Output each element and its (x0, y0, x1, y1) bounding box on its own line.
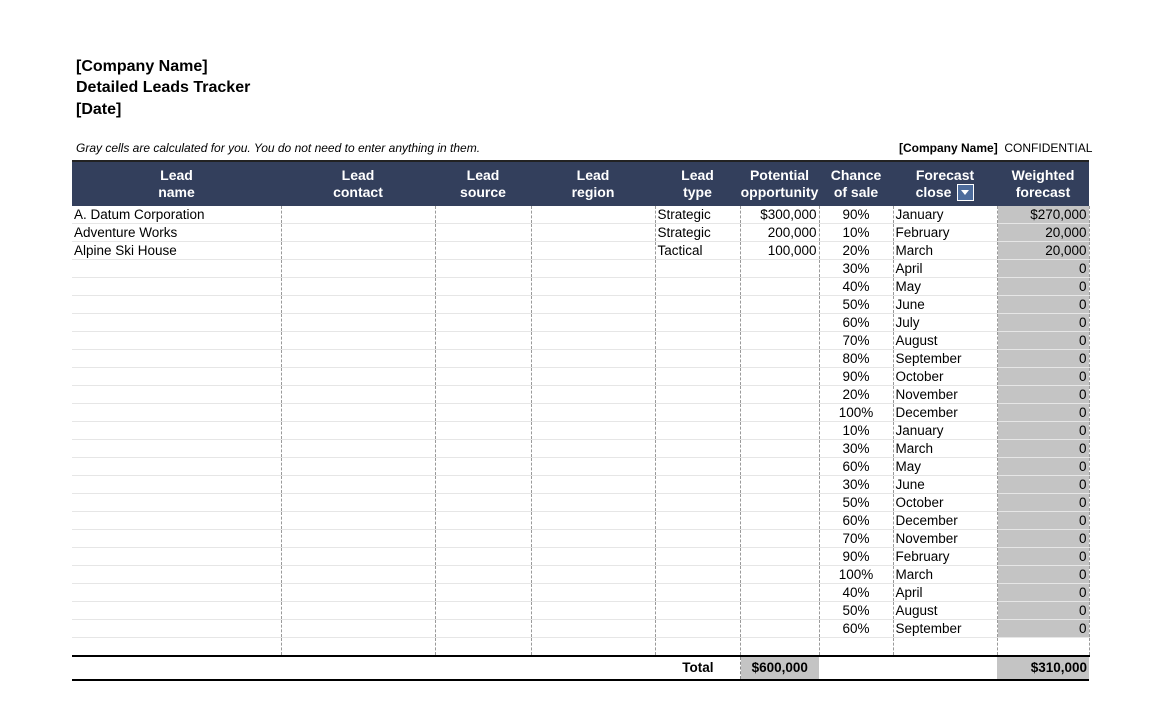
cell-opportunity[interactable] (740, 296, 819, 314)
cell-chance[interactable]: 50% (819, 296, 893, 314)
cell-type[interactable]: Strategic (655, 206, 740, 224)
total-row (72, 656, 1089, 680)
column-header-lead-type (655, 161, 740, 206)
cell-name[interactable] (72, 278, 281, 296)
cell-close[interactable]: May (893, 278, 997, 296)
cell-chance[interactable]: 40% (819, 584, 893, 602)
cell-type[interactable] (655, 404, 740, 422)
column-header-line1: Forecast (915, 166, 975, 183)
table-row (72, 530, 1089, 548)
cell-name[interactable] (72, 602, 281, 620)
spacer-row (72, 638, 1089, 657)
column-header-line2: source (460, 184, 506, 200)
cell-region[interactable] (531, 278, 655, 296)
cell-opportunity[interactable] (740, 476, 819, 494)
table-row (72, 404, 1089, 422)
table-row (72, 242, 1089, 260)
table-row (72, 206, 1089, 224)
cell-source[interactable] (435, 440, 531, 458)
confidential-company: [Company Name] (899, 141, 998, 155)
cell-type[interactable] (655, 458, 740, 476)
cell-region[interactable] (531, 602, 655, 620)
column-header-line1: Chance (830, 167, 882, 183)
cell-contact[interactable] (281, 296, 435, 314)
cell-opportunity[interactable] (740, 404, 819, 422)
table-row (72, 260, 1089, 278)
cell-type[interactable] (655, 350, 740, 368)
cell-source[interactable] (435, 386, 531, 404)
cell-close[interactable]: August (893, 332, 997, 350)
cell-region[interactable] (531, 224, 655, 242)
cell-contact[interactable] (281, 224, 435, 242)
cell-source[interactable] (435, 368, 531, 386)
cell-name[interactable] (72, 530, 281, 548)
cell-close[interactable]: September (893, 620, 997, 638)
cell-source[interactable] (435, 278, 531, 296)
cell-name[interactable] (72, 422, 281, 440)
cell-name[interactable] (72, 296, 281, 314)
cell-weighted: 0 (997, 566, 1089, 584)
cell-name[interactable] (72, 440, 281, 458)
cell-weighted: 0 (997, 458, 1089, 476)
column-header-weighted-forecast (997, 161, 1089, 206)
cell-region[interactable] (531, 386, 655, 404)
column-header-line2: opportunity (740, 184, 819, 200)
cell-name[interactable] (72, 458, 281, 476)
cell-name[interactable] (72, 494, 281, 512)
total-opportunity: $600,000 (740, 656, 819, 680)
column-header-line1: Lead (341, 167, 375, 183)
total-empty-cell (72, 656, 281, 680)
cell-contact[interactable] (281, 242, 435, 260)
table-row (72, 494, 1089, 512)
cell-chance[interactable]: 60% (819, 512, 893, 530)
cell-name[interactable] (72, 566, 281, 584)
cell-source[interactable] (435, 206, 531, 224)
confidential-text: CONFIDENTIAL (1004, 141, 1093, 155)
column-header-lead-source (435, 161, 531, 206)
cell-source[interactable] (435, 260, 531, 278)
cell-name[interactable] (72, 620, 281, 638)
cell-region[interactable] (531, 242, 655, 260)
cell-name[interactable]: Alpine Ski House (72, 242, 281, 260)
table-row (72, 224, 1089, 242)
cell-type[interactable] (655, 260, 740, 278)
cell-chance[interactable]: 60% (819, 458, 893, 476)
report-date: [Date] (76, 101, 122, 118)
cell-name[interactable] (72, 350, 281, 368)
cell-chance[interactable]: 30% (819, 476, 893, 494)
column-header-line1: Lead (466, 167, 500, 183)
cell-source[interactable] (435, 548, 531, 566)
cell-name[interactable] (72, 584, 281, 602)
cell-contact[interactable] (281, 350, 435, 368)
cell-weighted: 0 (997, 548, 1089, 566)
cell-close[interactable]: January (893, 422, 997, 440)
table-row (72, 584, 1089, 602)
table-row (72, 332, 1089, 350)
cell-name[interactable] (72, 476, 281, 494)
cell-close[interactable]: December (893, 404, 997, 422)
cell-source[interactable] (435, 242, 531, 260)
column-header-line2: type (683, 184, 712, 200)
total-empty-cell (531, 656, 655, 680)
cell-close[interactable]: November (893, 530, 997, 548)
cell-contact[interactable] (281, 278, 435, 296)
cell-close[interactable]: September (893, 350, 997, 368)
column-header-forecast-close[interactable] (893, 161, 997, 206)
cell-source[interactable] (435, 512, 531, 530)
cell-opportunity[interactable] (740, 494, 819, 512)
cell-region[interactable] (531, 350, 655, 368)
cell-name[interactable] (72, 512, 281, 530)
cell-region[interactable] (531, 494, 655, 512)
cell-chance[interactable]: 10% (819, 224, 893, 242)
table-row (72, 278, 1089, 296)
cell-type[interactable] (655, 476, 740, 494)
column-header-line2: of sale (833, 184, 879, 200)
cell-type[interactable] (655, 332, 740, 350)
cell-close[interactable]: June (893, 476, 997, 494)
cell-type[interactable] (655, 620, 740, 638)
cell-source[interactable] (435, 494, 531, 512)
cell-close[interactable]: November (893, 386, 997, 404)
cell-chance[interactable]: 70% (819, 332, 893, 350)
column-header-line2: name (158, 184, 195, 200)
cell-contact[interactable] (281, 404, 435, 422)
cell-close[interactable]: February (893, 224, 997, 242)
cell-source[interactable] (435, 332, 531, 350)
cell-weighted: 0 (997, 386, 1089, 404)
cell-source[interactable] (435, 584, 531, 602)
cell-contact[interactable] (281, 206, 435, 224)
cell-close[interactable]: October (893, 494, 997, 512)
cell-weighted: 0 (997, 332, 1089, 350)
cell-region[interactable] (531, 584, 655, 602)
cell-name[interactable] (72, 314, 281, 332)
cell-region[interactable] (531, 206, 655, 224)
cell-close[interactable]: December (893, 512, 997, 530)
cell-name[interactable]: Adventure Works (72, 224, 281, 242)
cell-name[interactable] (72, 260, 281, 278)
cell-region[interactable] (531, 530, 655, 548)
cell-opportunity[interactable]: 100,000 (740, 242, 819, 260)
cell-source[interactable] (435, 296, 531, 314)
cell-source[interactable] (435, 566, 531, 584)
gray-cells-note: Gray cells are calculated for you. You do not need to enter anything in them. (76, 141, 481, 155)
total-empty-cell (819, 656, 893, 680)
table-row (72, 314, 1089, 332)
cell-weighted: 0 (997, 494, 1089, 512)
cell-weighted: 0 (997, 512, 1089, 530)
cell-opportunity[interactable] (740, 368, 819, 386)
cell-region[interactable] (531, 548, 655, 566)
cell-region[interactable] (531, 368, 655, 386)
cell-chance[interactable]: 70% (819, 530, 893, 548)
cell-contact[interactable] (281, 386, 435, 404)
cell-opportunity[interactable] (740, 620, 819, 638)
cell-weighted: 0 (997, 422, 1089, 440)
cell-chance[interactable]: 90% (819, 368, 893, 386)
cell-contact[interactable] (281, 458, 435, 476)
column-header-lead-region (531, 161, 655, 206)
cell-contact[interactable] (281, 422, 435, 440)
column-header-line2: forecast (1015, 184, 1071, 200)
cell-name[interactable] (72, 386, 281, 404)
cell-close[interactable]: October (893, 368, 997, 386)
cell-type[interactable] (655, 548, 740, 566)
cell-chance[interactable]: 50% (819, 602, 893, 620)
cell-contact[interactable] (281, 314, 435, 332)
column-header-line2: close (915, 183, 952, 200)
cell-opportunity[interactable] (740, 458, 819, 476)
cell-name[interactable] (72, 404, 281, 422)
cell-name[interactable] (72, 548, 281, 566)
cell-weighted: 20,000 (997, 242, 1089, 260)
cell-close[interactable]: April (893, 584, 997, 602)
cell-chance[interactable]: 40% (819, 278, 893, 296)
cell-source[interactable] (435, 350, 531, 368)
table-row (72, 386, 1089, 404)
cell-opportunity[interactable] (740, 386, 819, 404)
cell-contact[interactable] (281, 620, 435, 638)
cell-chance[interactable]: 80% (819, 350, 893, 368)
cell-chance[interactable]: 20% (819, 386, 893, 404)
table-row (72, 620, 1089, 638)
cell-opportunity[interactable] (740, 584, 819, 602)
cell-chance[interactable]: 90% (819, 548, 893, 566)
cell-opportunity[interactable] (740, 602, 819, 620)
cell-region[interactable] (531, 260, 655, 278)
cell-region[interactable] (531, 296, 655, 314)
cell-opportunity[interactable] (740, 278, 819, 296)
cell-type[interactable] (655, 584, 740, 602)
cell-region[interactable] (531, 404, 655, 422)
leads-table (72, 160, 1090, 681)
cell-type[interactable] (655, 386, 740, 404)
cell-type[interactable] (655, 314, 740, 332)
cell-opportunity[interactable] (740, 332, 819, 350)
cell-contact[interactable] (281, 440, 435, 458)
cell-chance[interactable]: 30% (819, 260, 893, 278)
table-row (72, 440, 1089, 458)
cell-contact[interactable] (281, 602, 435, 620)
total-empty-cell (893, 656, 997, 680)
cell-chance[interactable]: 10% (819, 422, 893, 440)
cell-type[interactable] (655, 440, 740, 458)
cell-weighted: 20,000 (997, 224, 1089, 242)
cell-close[interactable]: August (893, 602, 997, 620)
cell-contact[interactable] (281, 260, 435, 278)
cell-contact[interactable] (281, 368, 435, 386)
total-empty-cell (281, 656, 435, 680)
column-header-line1: Weighted (1011, 167, 1075, 183)
table-row (72, 422, 1089, 440)
cell-close[interactable]: July (893, 314, 997, 332)
cell-source[interactable] (435, 422, 531, 440)
cell-type[interactable] (655, 368, 740, 386)
cell-weighted: $270,000 (997, 206, 1089, 224)
cell-region[interactable] (531, 512, 655, 530)
cell-opportunity[interactable] (740, 512, 819, 530)
table-row (72, 350, 1089, 368)
table-row (72, 602, 1089, 620)
cell-type[interactable] (655, 422, 740, 440)
column-header-lead-contact (281, 161, 435, 206)
cell-close[interactable]: March (893, 440, 997, 458)
cell-type[interactable] (655, 602, 740, 620)
cell-chance[interactable]: 100% (819, 566, 893, 584)
cell-source[interactable] (435, 620, 531, 638)
cell-chance[interactable]: 50% (819, 494, 893, 512)
column-header-line1: Lead (576, 167, 610, 183)
cell-chance[interactable]: 90% (819, 206, 893, 224)
cell-close[interactable]: February (893, 548, 997, 566)
table-row (72, 368, 1089, 386)
cell-opportunity[interactable]: 200,000 (740, 224, 819, 242)
column-header-line2: region (571, 184, 615, 200)
total-weighted-forecast: $310,000 (997, 656, 1089, 680)
cell-region[interactable] (531, 476, 655, 494)
cell-weighted: 0 (997, 620, 1089, 638)
cell-weighted: 0 (997, 476, 1089, 494)
total-label: Total (655, 656, 740, 680)
cell-source[interactable] (435, 224, 531, 242)
cell-chance[interactable]: 60% (819, 314, 893, 332)
header-row (72, 161, 1089, 206)
cell-contact[interactable] (281, 566, 435, 584)
filter-dropdown-icon[interactable] (957, 184, 974, 201)
cell-type[interactable] (655, 566, 740, 584)
cell-contact[interactable] (281, 476, 435, 494)
cell-name[interactable] (72, 368, 281, 386)
cell-weighted: 0 (997, 278, 1089, 296)
cell-source[interactable] (435, 530, 531, 548)
cell-opportunity[interactable]: $300,000 (740, 206, 819, 224)
cell-weighted: 0 (997, 368, 1089, 386)
cell-close[interactable]: January (893, 206, 997, 224)
cell-region[interactable] (531, 458, 655, 476)
cell-weighted: 0 (997, 602, 1089, 620)
cell-type[interactable] (655, 278, 740, 296)
table-row (72, 458, 1089, 476)
column-header-line2: contact (333, 184, 383, 200)
column-header-line1: Lead (681, 167, 714, 183)
cell-close[interactable]: March (893, 242, 997, 260)
cell-source[interactable] (435, 404, 531, 422)
cell-region[interactable] (531, 620, 655, 638)
column-header-chance-of-sale (819, 161, 893, 206)
cell-close[interactable]: May (893, 458, 997, 476)
cell-contact[interactable] (281, 584, 435, 602)
cell-weighted: 0 (997, 260, 1089, 278)
cell-type[interactable]: Strategic (655, 224, 740, 242)
cell-region[interactable] (531, 566, 655, 584)
cell-source[interactable] (435, 314, 531, 332)
cell-type[interactable] (655, 530, 740, 548)
cell-opportunity[interactable] (740, 530, 819, 548)
cell-chance[interactable]: 30% (819, 440, 893, 458)
cell-name[interactable] (72, 332, 281, 350)
table-row (72, 476, 1089, 494)
cell-contact[interactable] (281, 530, 435, 548)
cell-weighted: 0 (997, 440, 1089, 458)
cell-chance[interactable]: 60% (819, 620, 893, 638)
cell-opportunity[interactable] (740, 350, 819, 368)
column-header-lead-name (72, 161, 281, 206)
cell-opportunity[interactable] (740, 314, 819, 332)
cell-region[interactable] (531, 440, 655, 458)
table-row (72, 566, 1089, 584)
cell-source[interactable] (435, 476, 531, 494)
cell-close[interactable]: April (893, 260, 997, 278)
cell-opportunity[interactable] (740, 548, 819, 566)
cell-weighted: 0 (997, 350, 1089, 368)
total-empty-cell (435, 656, 531, 680)
cell-weighted: 0 (997, 314, 1089, 332)
table-row (72, 548, 1089, 566)
cell-type[interactable]: Tactical (655, 242, 740, 260)
column-header-line1: Lead (160, 167, 193, 183)
cell-weighted: 0 (997, 404, 1089, 422)
cell-type[interactable] (655, 512, 740, 530)
cell-chance[interactable]: 20% (819, 242, 893, 260)
table-body (72, 206, 1089, 680)
cell-weighted: 0 (997, 584, 1089, 602)
cell-weighted: 0 (997, 296, 1089, 314)
cell-type[interactable] (655, 296, 740, 314)
cell-contact[interactable] (281, 332, 435, 350)
cell-region[interactable] (531, 314, 655, 332)
table-row (72, 296, 1089, 314)
cell-opportunity[interactable] (740, 566, 819, 584)
cell-opportunity[interactable] (740, 260, 819, 278)
confidential-label (899, 141, 1092, 155)
cell-contact[interactable] (281, 494, 435, 512)
cell-source[interactable] (435, 458, 531, 476)
cell-region[interactable] (531, 332, 655, 350)
company-name: [Company Name] (76, 58, 208, 75)
cell-type[interactable] (655, 494, 740, 512)
page-title: Detailed Leads Tracker (76, 79, 251, 96)
cell-opportunity[interactable] (740, 440, 819, 458)
cell-contact[interactable] (281, 548, 435, 566)
cell-chance[interactable]: 100% (819, 404, 893, 422)
cell-opportunity[interactable] (740, 422, 819, 440)
cell-source[interactable] (435, 602, 531, 620)
cell-close[interactable]: June (893, 296, 997, 314)
column-header-potential-opportunity (740, 161, 819, 206)
column-header-line1: Potential (749, 167, 810, 183)
cell-name[interactable]: A. Datum Corporation (72, 206, 281, 224)
cell-weighted: 0 (997, 530, 1089, 548)
table-row (72, 512, 1089, 530)
cell-contact[interactable] (281, 512, 435, 530)
cell-close[interactable]: March (893, 566, 997, 584)
cell-region[interactable] (531, 422, 655, 440)
